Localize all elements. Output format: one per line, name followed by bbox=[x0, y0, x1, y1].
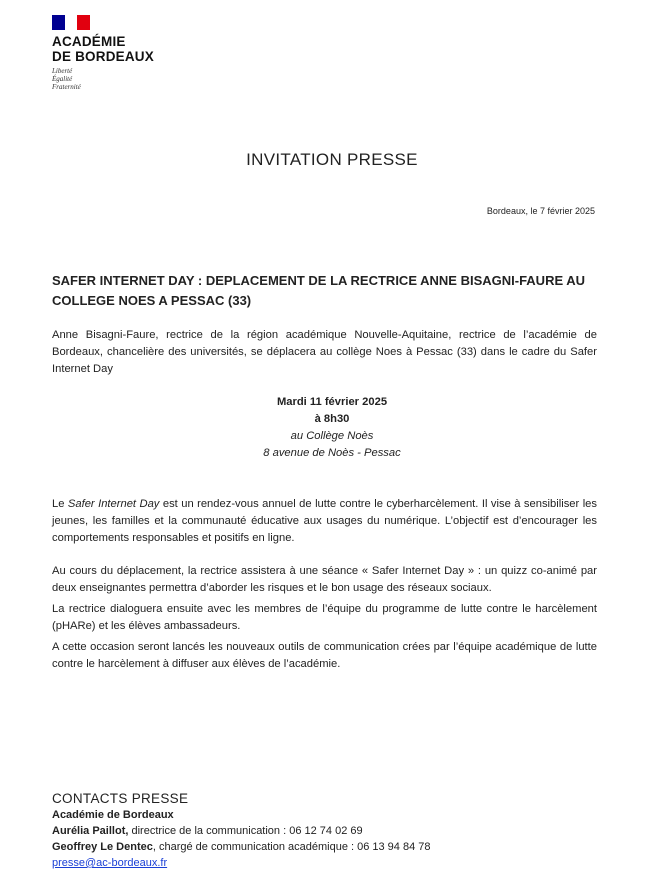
contact-2-name: Geoffrey Le Dentec bbox=[52, 841, 153, 853]
press-email-link[interactable]: presse@ac-bordeaux.fr bbox=[52, 857, 168, 869]
republic-motto bbox=[52, 67, 154, 91]
contact-1-name: Aurélia Paillot, bbox=[52, 825, 129, 837]
event-details bbox=[0, 394, 664, 462]
body-paragraph-4: A cette occasion seront lancés les nouveaux outils de communication crées par l’équipe académique de lutte contre le harcèlement à diffuser aux élèves de l’académie. bbox=[52, 641, 597, 670]
p1-text: est un rendez-vous annuel de lutte contre le cyberharcèlement. Il vise à sensibiliser les jeunes, les familles et la communauté éducative aux usages du numérique. L’objectif est d’encourager les comportements responsables et positifs en ligne. bbox=[52, 498, 598, 544]
contact-2-details: , chargé de communication académique : 06 13 94 84 78 bbox=[152, 841, 431, 853]
intro-paragraph: Anne Bisagni-Faure, rectrice de la région académique Nouvelle-Aquitaine, rectrice de l’académie de Bordeaux, chancelière des universités, se déplacera au collège Noes à Pessac (33) dans le cadre du Safer Internet Day bbox=[52, 329, 597, 375]
logo-line-2: DE BORDEAUX bbox=[52, 48, 154, 64]
academy-logo bbox=[52, 15, 154, 91]
logo-name bbox=[52, 35, 154, 64]
document-date: Bordeaux, le 7 février 2025 bbox=[486, 206, 595, 216]
contacts-title: CONTACTS PRESSE bbox=[52, 791, 189, 806]
contact-2 bbox=[52, 839, 612, 855]
p1-event-name: Safer Internet Day bbox=[67, 498, 160, 510]
press-headline: SAFER INTERNET DAY : DEPLACEMENT DE LA RECTRICE ANNE BISAGNI-FAURE AU COLLEGE NOES A PESSAC (33) bbox=[52, 273, 586, 308]
contact-email-line bbox=[52, 855, 612, 871]
contact-1-details: directrice de la communication : 06 12 74 02 69 bbox=[128, 825, 363, 837]
document-title: INVITATION PRESSE bbox=[246, 150, 418, 169]
event-address: 8 avenue de Noès - Pessac bbox=[263, 447, 401, 459]
contact-1 bbox=[52, 823, 612, 839]
body-paragraph-3: La rectrice dialoguera ensuite avec les membres de l’équipe du programme de lutte contre le harcèlement (pHARe) et les élèves ambassadeurs. bbox=[52, 603, 597, 632]
event-date: Mardi 11 février 2025 bbox=[276, 396, 388, 408]
motto-fraternite: Fraternité bbox=[52, 83, 81, 91]
body-paragraph-1 bbox=[52, 496, 597, 547]
logo-line-1: ACADÉMIE bbox=[52, 34, 126, 49]
press-contacts bbox=[52, 790, 612, 871]
motto-egalite: Égalité bbox=[52, 75, 73, 83]
event-place: au Collège Noès bbox=[290, 430, 374, 442]
p1-prefix: Le bbox=[52, 498, 68, 510]
event-time: à 8h30 bbox=[314, 413, 350, 425]
motto-liberte: Liberté bbox=[52, 67, 73, 75]
contacts-org: Académie de Bordeaux bbox=[52, 809, 174, 821]
french-flag-icon bbox=[52, 15, 90, 30]
body-paragraph-2: Au cours du déplacement, la rectrice assistera à une séance « Safer Internet Day » : un quizz co-animé par deux enseignantes permettra d’aborder les risques et le bon usage des réseaux sociaux. bbox=[52, 565, 597, 594]
